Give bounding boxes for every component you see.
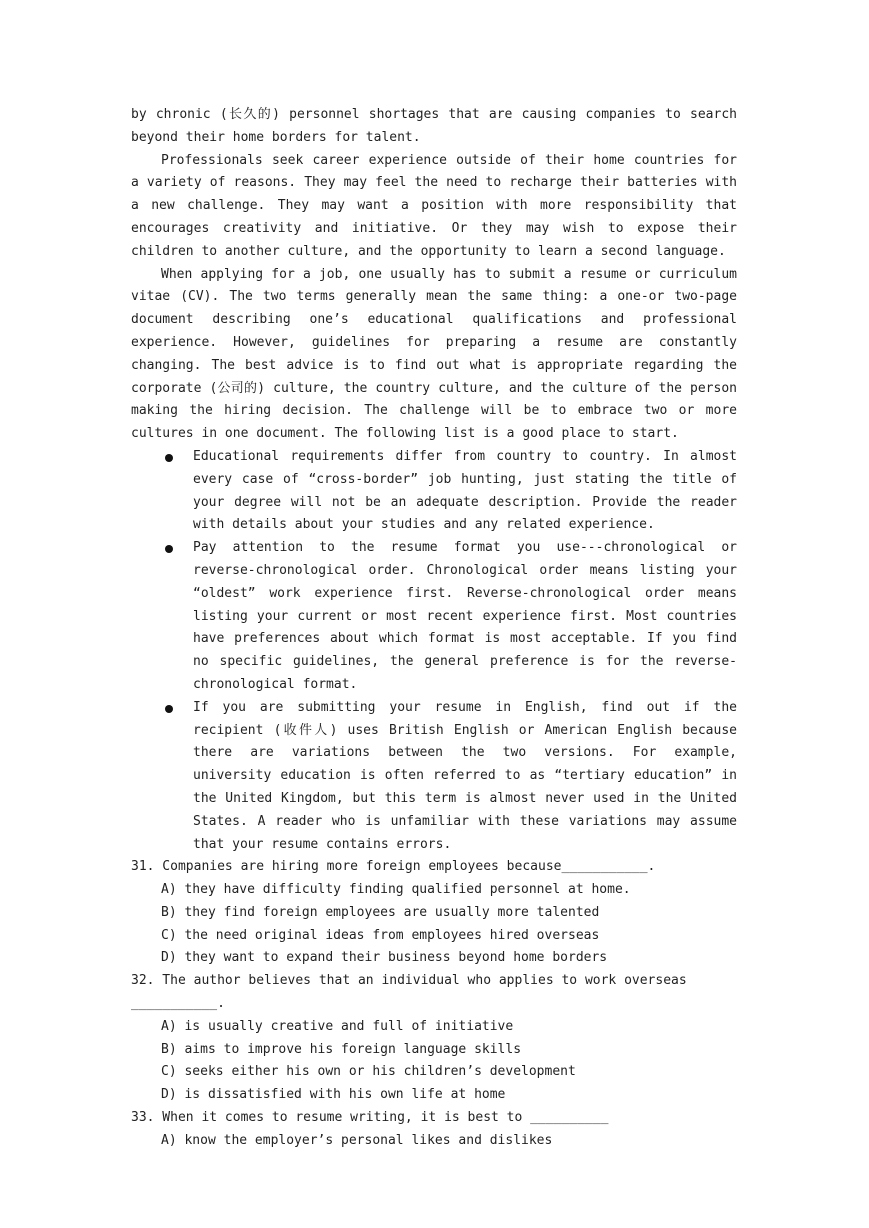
bullet-icon bbox=[165, 454, 173, 462]
passage-paragraph-1: by chronic (长久的) personnel shortages that are causing companies to search beyond their home borders for talent. bbox=[131, 107, 737, 145]
answer-option-a: A) they have difficulty finding qualified personnel at home. bbox=[161, 882, 631, 898]
answer-option-c: C) the need original ideas from employees hired overseas bbox=[161, 927, 600, 943]
list-item-text: If you are submitting your resume in English, find out if the recipient (收件人) uses British English or American English because there are variations between the two versions. For example, university education is often referred to as “tertiary education” in the United Kingdom, but this term is almost never used in the United States. A reader who is unfamiliar with these variations may assume that your resume contains errors. bbox=[193, 699, 737, 852]
question-33 bbox=[131, 1107, 737, 1153]
bullet-icon bbox=[165, 545, 173, 553]
list-item-text: Pay attention to the resume format you use---chronological or reverse-chronological order. Chronological order means listing your “oldest” work experience first. Reverse-chronological order means listing your current or most recent experience first. Most countries have preferences about which format is most acceptable. If you find no specific guidelines, the general preference is for the reverse-chronological format. bbox=[193, 540, 737, 692]
question-stem: 32. The author believes that an individual who applies to work overseas ___________. bbox=[131, 973, 687, 1012]
answer-option-b: B) aims to improve his foreign language skills bbox=[161, 1041, 522, 1057]
list-item bbox=[131, 446, 737, 537]
reading-passage-page bbox=[131, 104, 737, 1153]
answer-option-a: A) know the employer’s personal likes and dislikes bbox=[161, 1132, 553, 1148]
answer-option-b: B) they find foreign employees are usually more talented bbox=[161, 904, 600, 920]
answer-option-c: C) seeks either his own or his children’s development bbox=[161, 1064, 576, 1080]
bullet-icon bbox=[165, 705, 173, 713]
answer-option-d: D) they want to expand their business beyond home borders bbox=[161, 950, 608, 966]
passage-paragraph-3: When applying for a job, one usually has to submit a resume or curriculum vitae (CV). The two terms generally mean the same thing: a one-or two-page document describing one’s educational qualifications and professional experience. However, guidelines for preparing a resume are constantly changing. The best advice is to find out what is appropriate regarding the corporate (公司的) culture, the country culture, and the culture of the person making the hiring decision. The challenge will be to embrace two or more cultures in one document. The following list is a good place to start. bbox=[131, 266, 737, 442]
list-item bbox=[131, 537, 737, 697]
question-stem: 33. When it comes to resume writing, it is best to __________ bbox=[131, 1110, 609, 1126]
passage-paragraph-2: Professionals seek career experience outside of their home countries for a variety of reasons. They may feel the need to recharge their batteries with a new challenge. They may want a position with more responsibility that encourages creativity and initiative. Or they may wish to expose their children to another culture, and the opportunity to learn a second language. bbox=[131, 152, 737, 259]
question-32 bbox=[131, 970, 737, 1107]
question-stem: 31. Companies are hiring more foreign employees because___________. bbox=[131, 859, 656, 875]
list-item bbox=[131, 697, 737, 857]
list-item-text: Educational requirements differ from country to country. In almost every case of “cross-border” job hunting, just stating the title of your degree will not be an adequate description. Provide the reader with details about your studies and any related experience. bbox=[193, 448, 737, 533]
answer-option-d: D) is dissatisfied with his own life at home bbox=[161, 1087, 506, 1103]
question-31 bbox=[131, 856, 737, 970]
answer-option-a: A) is usually creative and full of initiative bbox=[161, 1018, 514, 1034]
resume-tips-list bbox=[131, 446, 737, 856]
